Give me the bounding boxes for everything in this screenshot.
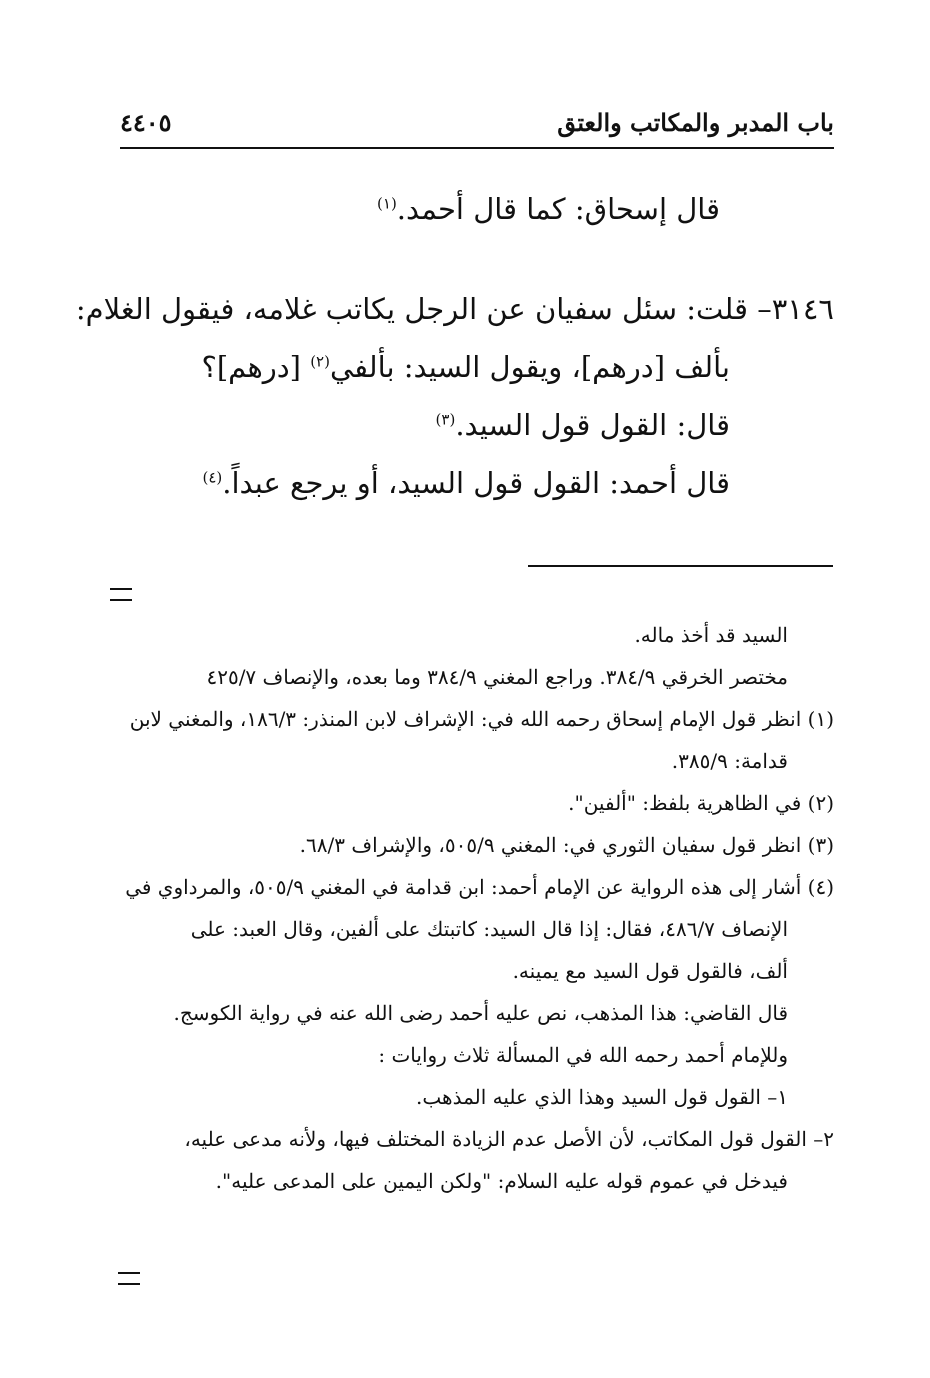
entry-3146 — [75, 280, 834, 512]
footnote-4-line-1: (٤) أشار إلى هذه الرواية عن الإمام أحمد: ابن قدامة في المغني ٥٠٥/٩، والمرداوي في — [125, 875, 834, 899]
footnote-2: (٢) في الظاهرية بلفظ: "ألفين". — [568, 791, 834, 815]
running-header — [120, 108, 834, 144]
intro-paragraph — [377, 180, 720, 238]
entry-line-1 — [75, 280, 834, 338]
entry-line-3-text: قال: القول قول السيد. — [455, 408, 730, 442]
footnote-3: (٣) انظر قول سفيان الثوري في: المغني ٥٠٥/٩، والإشراف ٦٨/٣. — [299, 833, 834, 857]
intro-text: قال إسحاق: كما قال أحمد. — [396, 192, 720, 226]
footnote-ref-2: (٢) — [310, 352, 330, 371]
entry-line-4 — [110, 454, 834, 512]
footnote-4-line-8: فيدخل في عموم قوله عليه السلام: "ولكن اليمين على المدعى عليه". — [215, 1169, 788, 1193]
entry-line-2-a: بألف [درهم]، ويقول السيد: بألفي — [329, 350, 730, 384]
footnote-1-line-2: قدامة: ٣٨٥/٩. — [671, 749, 788, 773]
entry-number: ٣١٤٦– — [757, 292, 834, 326]
footnote-4-line-7: ٢– القول قول المكاتب، لأن الأصل عدم الزيادة المختلف فيها، ولأنه مدعى عليه، — [184, 1127, 834, 1151]
page-number: ٤٤٠٥ — [120, 108, 172, 137]
footnotes — [110, 614, 834, 1202]
footnote-ref-4: (٤) — [202, 468, 223, 487]
footnote-carry-2: مختصر الخرقي ٣٨٤/٩. وراجع المغني ٣٨٤/٩ وما بعده، والإنصاف ٤٢٥/٧ — [206, 665, 788, 689]
header-title: باب المدبر والمكاتب والعتق — [557, 108, 834, 137]
footnote-ref-3: (٣) — [435, 410, 456, 429]
entry-line-2 — [110, 338, 834, 396]
footnote-ref-1: (١) — [377, 194, 397, 213]
intro-line — [377, 180, 720, 238]
footnote-carry-1: السيد قد أخذ ماله. — [634, 623, 788, 647]
continuation-mark-bottom — [118, 1272, 140, 1285]
header-rule — [120, 147, 834, 149]
footnote-4-line-5: وللإمام أحمد رحمه الله في المسألة ثلاث روايات : — [378, 1043, 788, 1067]
entry-line-1-text: قلت: سئل سفيان عن الرجل يكاتب غلامه، فيقول الغلام: — [75, 292, 748, 326]
footnote-separator — [528, 565, 833, 567]
entry-line-4-text: قال أحمد: القول قول السيد، أو يرجع عبداً. — [222, 466, 730, 500]
footnote-4-line-4: قال القاضي: هذا المذهب، نص عليه أحمد رضى الله عنه في رواية الكوسج. — [173, 1001, 788, 1025]
entry-line-3 — [110, 396, 834, 454]
footnote-4-line-3: ألف، فالقول قول السيد مع يمينه. — [512, 959, 788, 983]
footnote-1-line-1: (١) انظر قول الإمام إسحاق رحمه الله في: الإشراف لابن المنذر: ١٨٦/٣، والمغني لابن — [129, 707, 834, 731]
continuation-mark-top — [110, 588, 132, 601]
entry-line-2-b: [درهم]؟ — [201, 350, 311, 384]
footnote-4-line-2: الإنصاف ٤٨٦/٧، فقال: إذا قال السيد: كاتبتك على ألفين، وقال العبد: على — [190, 917, 788, 941]
footnote-4-line-6: ١– القول قول السيد وهذا الذي عليه المذهب. — [416, 1085, 788, 1109]
